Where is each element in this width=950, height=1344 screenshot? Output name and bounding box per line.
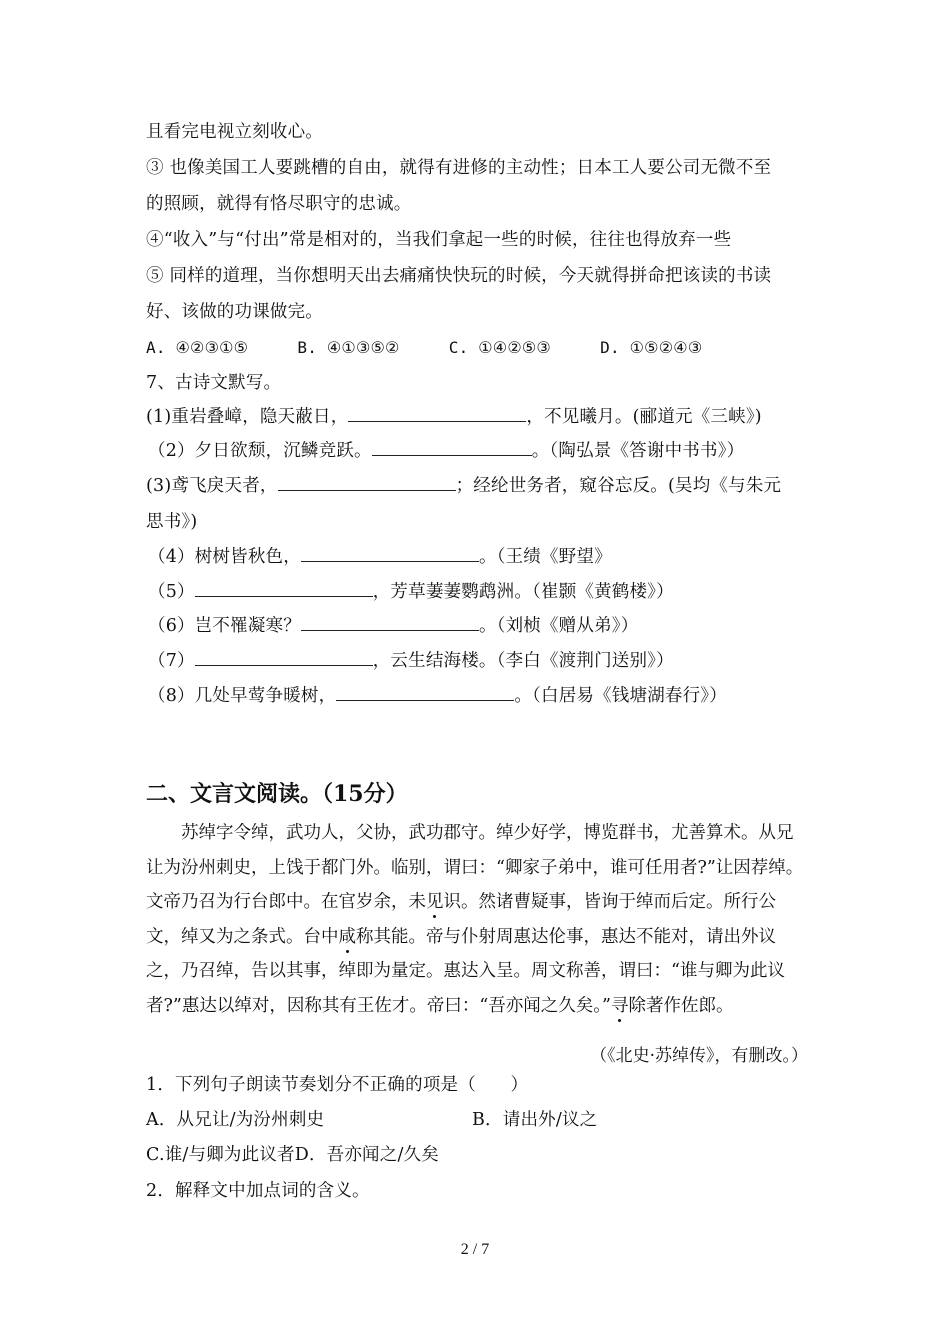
answer-blank[interactable] [348,406,526,422]
question-1-option-b: B．请出外/议之 [472,1110,598,1130]
q7-item-2: （2）夕日欲颓，沉鳞竞跃。 。（陶弘景《答谢中书书》） [148,441,745,461]
q7-item-5: （5） ，芳草萋萋鹦鹉洲。（崔颢《黄鹤楼》） [148,582,674,602]
q7-item-3-cont: 思书》) [146,512,198,532]
answer-blank[interactable] [372,440,532,456]
q7-item-7: （7） ，云生结海楼。（李白《渡荆门送别》） [148,651,674,671]
answer-blank[interactable] [195,650,373,666]
dotted-word-xian: 咸 [338,926,356,947]
answer-blank[interactable] [278,475,456,491]
dotted-word-jian: 见 [426,892,444,913]
q7-item-4: （4）树树皆秋色， 。（王绩《野望》 [148,547,612,567]
q7-item-8: （8）几处早莺争暖树， 。（白居易《钱塘湖春行》） [148,686,727,706]
classical-passage: 苏绰字令绰，武功人，父协，武功郡守。绰少好学，博览群书，尤善算术。从兄让为汾州刺史，上饯于都门外。临别，谓曰：“卿家子弟中，谁可任用者?”让因荐绰。文帝乃召为行台郎中。在官岁余，未见识。然诸曹疑事，皆询于绰而后定。所行公文，绰又为之条式。台中咸称其能。帝与仆射周惠达伦事，惠达不能对，请出外议之，乃召绰，告以其事，绰即为量定。惠达入呈。周文称善，谓曰：“谁与卿为此议者?”惠达以绰对，因称其有王佐才。帝曰：“吾亦闻之久矣。”寻除著作佐郎。 [146,823,804,1016]
question-1-option-a: A．从兄让/为汾州刺史 [146,1110,325,1130]
line-1: 且看完电视立刻收心。 [146,122,323,142]
answer-options: A. ④②③①⑤ B. ④①③⑤② C. ①④②⑤③ D. ①⑤②④③ [146,338,703,357]
q7-item-1: (1)重岩叠嶂，隐天蔽日， ，不见曦月。(郦道元《三峡》) [146,407,762,427]
dotted-word-xun: 寻 [610,995,629,1016]
section-2-heading: 二、文言文阅读。（15分） [146,781,408,807]
answer-blank[interactable] [195,581,373,597]
line-option-3b: 的照顾，就得有恪尽职守的忠诚。 [146,194,412,214]
line-option-5a: ⑤ 同样的道理，当你想明天出去痛痛快快玩的时候，今天就得拼命把该读的书读 [146,266,772,286]
line-option-4: ④“收入”与“付出”常是相对的，当我们拿起一些的时候，往往也得放弃一些 [146,230,732,250]
question-1-option-cd: C.谁/与卿为此议者D．吾亦闻之/久矣 [146,1145,439,1165]
line-option-5b: 好、该做的功课做完。 [146,302,323,322]
question-1: 1．下列句子朗读节奏划分不正确的项是（ ） [146,1075,529,1095]
page-number: 2 / 7 [460,1241,490,1258]
q7-item-6: （6）岂不罹凝寒？ 。（刘桢《赠从弟》） [148,616,639,636]
question-2: 2．解释文中加点词的含义。 [146,1181,370,1201]
passage-source: （《北史·苏绰传》，有删改。） [590,1046,808,1066]
answer-blank[interactable] [336,685,514,701]
answer-blank[interactable] [301,546,479,562]
answer-blank[interactable] [301,615,479,631]
q7-item-3: (3)鸢飞戾天者， ；经纶世务者，窥谷忘反。(吴均《与朱元 [146,476,782,496]
question-7-title: 7、古诗文默写。 [146,373,282,393]
line-option-3a: ③ 也像美国工人要跳槽的自由，就得有进修的主动性；日本工人要公司无微不至 [146,158,772,178]
